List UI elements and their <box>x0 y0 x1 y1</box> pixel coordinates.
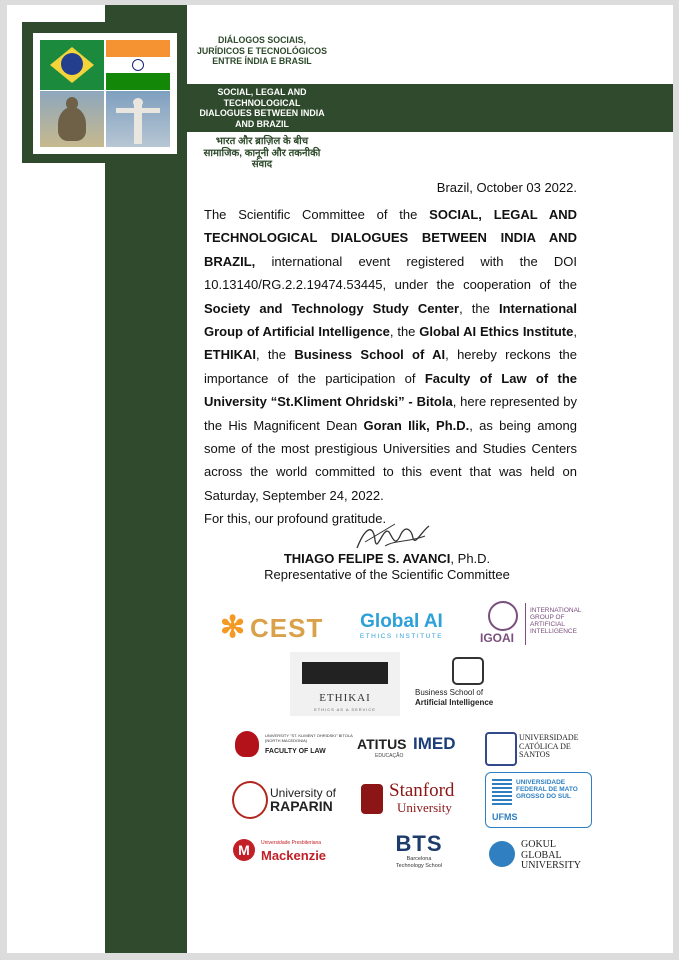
business-school-ai-logo: Business School of Artificial Intelligence <box>415 655 525 715</box>
raparin-seal-icon <box>232 781 268 819</box>
brazil-flag-image <box>40 40 104 90</box>
ufms-mark-icon <box>492 779 512 805</box>
catolica-santos-logo: UNIVERSIDADE CATÓLICA DE SANTOS <box>485 730 600 764</box>
stanford-tree-icon <box>361 784 383 814</box>
event-name: SOCIAL, LEGAL AND TECHNOLOGICAL DIALOGUES BETWEEN INDIA AND BRAZIL, <box>204 207 577 269</box>
gokul-global-logo: GOKUL GLOBAL UNIVERSITY <box>489 839 589 875</box>
closing-line: For this, our profound gratitude. <box>204 511 387 527</box>
ufms-logo: UNIVERSIDADE FEDERAL DE MATO GROSSO DO SUL UFMS <box>485 772 592 828</box>
ethikai-mark-icon <box>302 662 388 684</box>
robot-icon <box>452 657 484 685</box>
certificate-page <box>7 5 673 953</box>
mackenzie-logo: M Universidade Presbiteriana Mackenzie <box>233 837 348 865</box>
global-ai-ethics-logo: Global AI ETHICS INSTITUTE <box>359 611 444 640</box>
university-seal-icon <box>235 731 259 757</box>
header-image-collage <box>33 33 177 154</box>
header-image-frame <box>22 22 187 163</box>
brain-icon <box>488 601 518 631</box>
faculty-of-law-logo: UNIVERSITY "ST. KLIMENT OHRIDSKI" BITOLA (NORTH MACEDONIA) FACULTY OF LAW <box>235 731 355 761</box>
dean-name: Goran Ilik, Ph.D. <box>363 417 470 433</box>
event-title-hindi: भारत और ब्राज़िल के बीच सामाजिक, कानूनी और तकनीकी संवाद <box>203 136 321 170</box>
ethikai-logo: ETHIKAI ETHICS AS A SERVICE <box>290 652 400 716</box>
faculty-name: Faculty of Law of the University “St.Kliment Ohridski” - Bitola <box>204 370 577 410</box>
crest-icon <box>485 732 517 766</box>
cest-figure-icon: ✻ <box>220 611 246 644</box>
india-flag-image <box>106 40 170 90</box>
signer-role: Representative of the Scientific Committee <box>264 567 510 582</box>
event-title-english: SOCIAL, LEGAL AND TECHNOLOGICAL DIALOGUES BETWEEN INDIA AND BRAZIL <box>199 87 325 129</box>
igoai-logo: IGOAI INTERNATIONAL GROUP OF ARTIFICIAL INTELLIGENCE <box>480 601 585 651</box>
atitus-imed-logo: ATITUS EDUCAÇÃO IMED <box>357 734 456 759</box>
bts-logo: BTS Barcelona Technology School <box>395 831 443 869</box>
letter-date: Brazil, October 03 2022. <box>436 180 577 195</box>
globe-icon <box>489 841 515 867</box>
signer-name: THIAGO FELIPE S. AVANCI, Ph.D. <box>283 551 491 566</box>
raparin-logo: University of RAPARIN <box>232 779 350 819</box>
mackenzie-m-icon: M <box>233 839 255 861</box>
event-title-portuguese: DIÁLOGOS SOCIAIS, JURÍDICOS E TECNOLÓGICOS ENTRE ÍNDIA E BRASIL <box>197 35 328 67</box>
buddha-statue-image <box>40 91 104 147</box>
christ-redeemer-image <box>106 91 170 147</box>
letter-body: The Scientific Committee of the SOCIAL, LEGAL AND TECHNOLOGICAL DIALOGUES BETWEEN INDIA AND BRAZIL, international event registered with the DOI 10.13140/RG.2.2.19474.53445, under the cooperation of the Society and Technology Study Center, the International Group of Artificial Intelligence, the Global AI Ethics Institute, ETHIKAI, the Business School of AI, hereby reckons the importance of the participation of Faculty of Law of the University “St.Kliment Ohridski” - Bitola, here represented by the His Magnificent Dean Goran Ilik, Ph.D., as being among some of the most prestigious Universities and Studies Centers across the world committed to this event that was held on Saturday, September 24, 2022. For this, our profound gratitude. <box>204 207 578 527</box>
cest-logo: ✻ CEST <box>220 611 324 644</box>
stanford-logo: Stanford University <box>361 780 471 818</box>
